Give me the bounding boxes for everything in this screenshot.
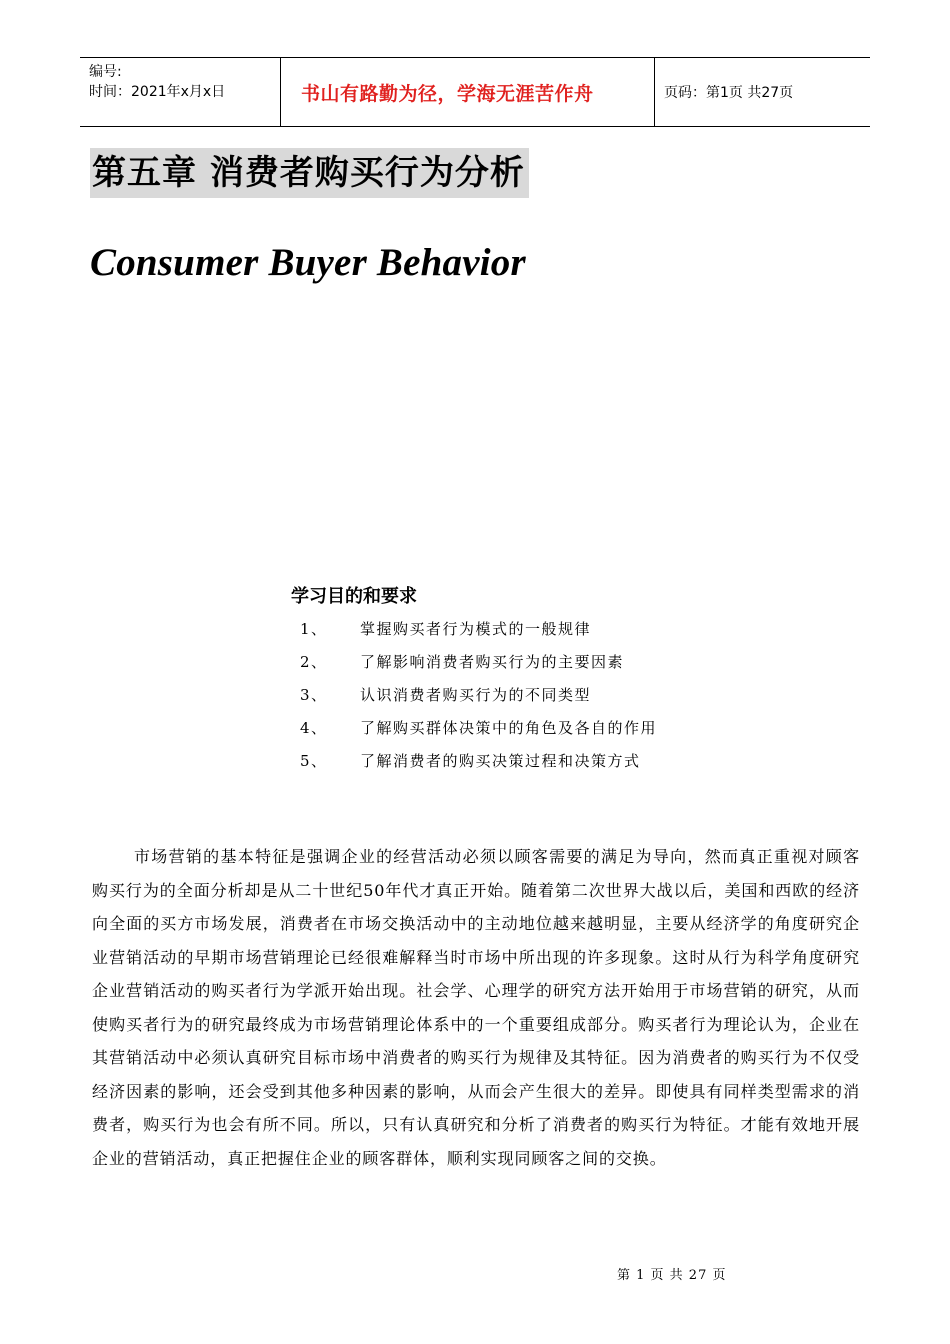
page-info: 页码：第1页 共27页 [664, 85, 794, 101]
objective-number: 3、 [300, 686, 328, 704]
objective-text: 认识消费者购买行为的不同类型 [360, 686, 592, 704]
objective-text: 了解消费者的购买决策过程和决策方式 [360, 752, 641, 770]
objective-text: 掌握购买者行为模式的一般规律 [360, 620, 592, 638]
objectives-list [300, 618, 657, 783]
objective-item [300, 684, 657, 717]
objective-item [300, 750, 657, 783]
chapter-title: 第五章 消费者购买行为分析 [90, 148, 529, 198]
objective-item [300, 618, 657, 651]
objective-text: 了解购买群体决策中的角色及各自的作用 [360, 719, 658, 737]
header-page-cell [655, 58, 870, 126]
objective-number: 1、 [300, 620, 328, 638]
objectives-heading: 学习目的和要求 [291, 586, 417, 607]
body-paragraph: 市场营销的基本特征是强调企业的经营活动必须以顾客需要的满足为导向，然而真正重视对顾客购买行为的全面分析却是从二十世纪50年代才真正开始。随着第二次世界大战以后，美国和西欧的经济向全面的买方市场发展，消费者在市场交换活动中的主动地位越来越明显，主要从经济学的角度研究企业营销活动的早期市场营销理论已经很难解释当时市场中所出现的许多现象。这时从行为科学角度研究企业营销活动的购买者行为学派开始出现。社会学、心理学的研究方法开始用于市场营销的研究，从而使购买者行为的研究最终成为市场营销理论体系中的一个重要组成部分。购买者行为理论认为，企业在其营销活动中必须认真研究目标市场中消费者的购买行为规律及其特征。因为消费者的购买行为不仅受经济因素的影响，还会受到其他多种因素的影响，从而会产生很大的差异。即使具有同样类型需求的消费者，购买行为也会有所不同。所以，只有认真研究和分析了消费者的购买行为特征。才能有效地开展企业的营销活动，真正把握住企业的顾客群体，顺利实现同顾客之间的交换。 [92, 847, 860, 1168]
objective-number: 2、 [300, 653, 328, 671]
number-label: 编号: [89, 64, 122, 80]
objective-item [300, 651, 657, 684]
objective-number: 5、 [300, 752, 328, 770]
english-title: Consumer Buyer Behavior [90, 241, 526, 284]
motto-text: 书山有路勤为径，学海无涯苦作舟 [301, 82, 594, 105]
time-label: 时间：2021年x月x日 [89, 84, 226, 100]
objective-item [300, 717, 657, 750]
page-footer: 第 1 页 共 27 页 [617, 1268, 727, 1283]
document-header [80, 57, 870, 127]
objective-number: 4、 [300, 719, 328, 737]
header-meta-cell [80, 58, 281, 126]
objective-text: 了解影响消费者购买行为的主要因素 [360, 653, 625, 671]
header-motto-cell [281, 58, 655, 126]
